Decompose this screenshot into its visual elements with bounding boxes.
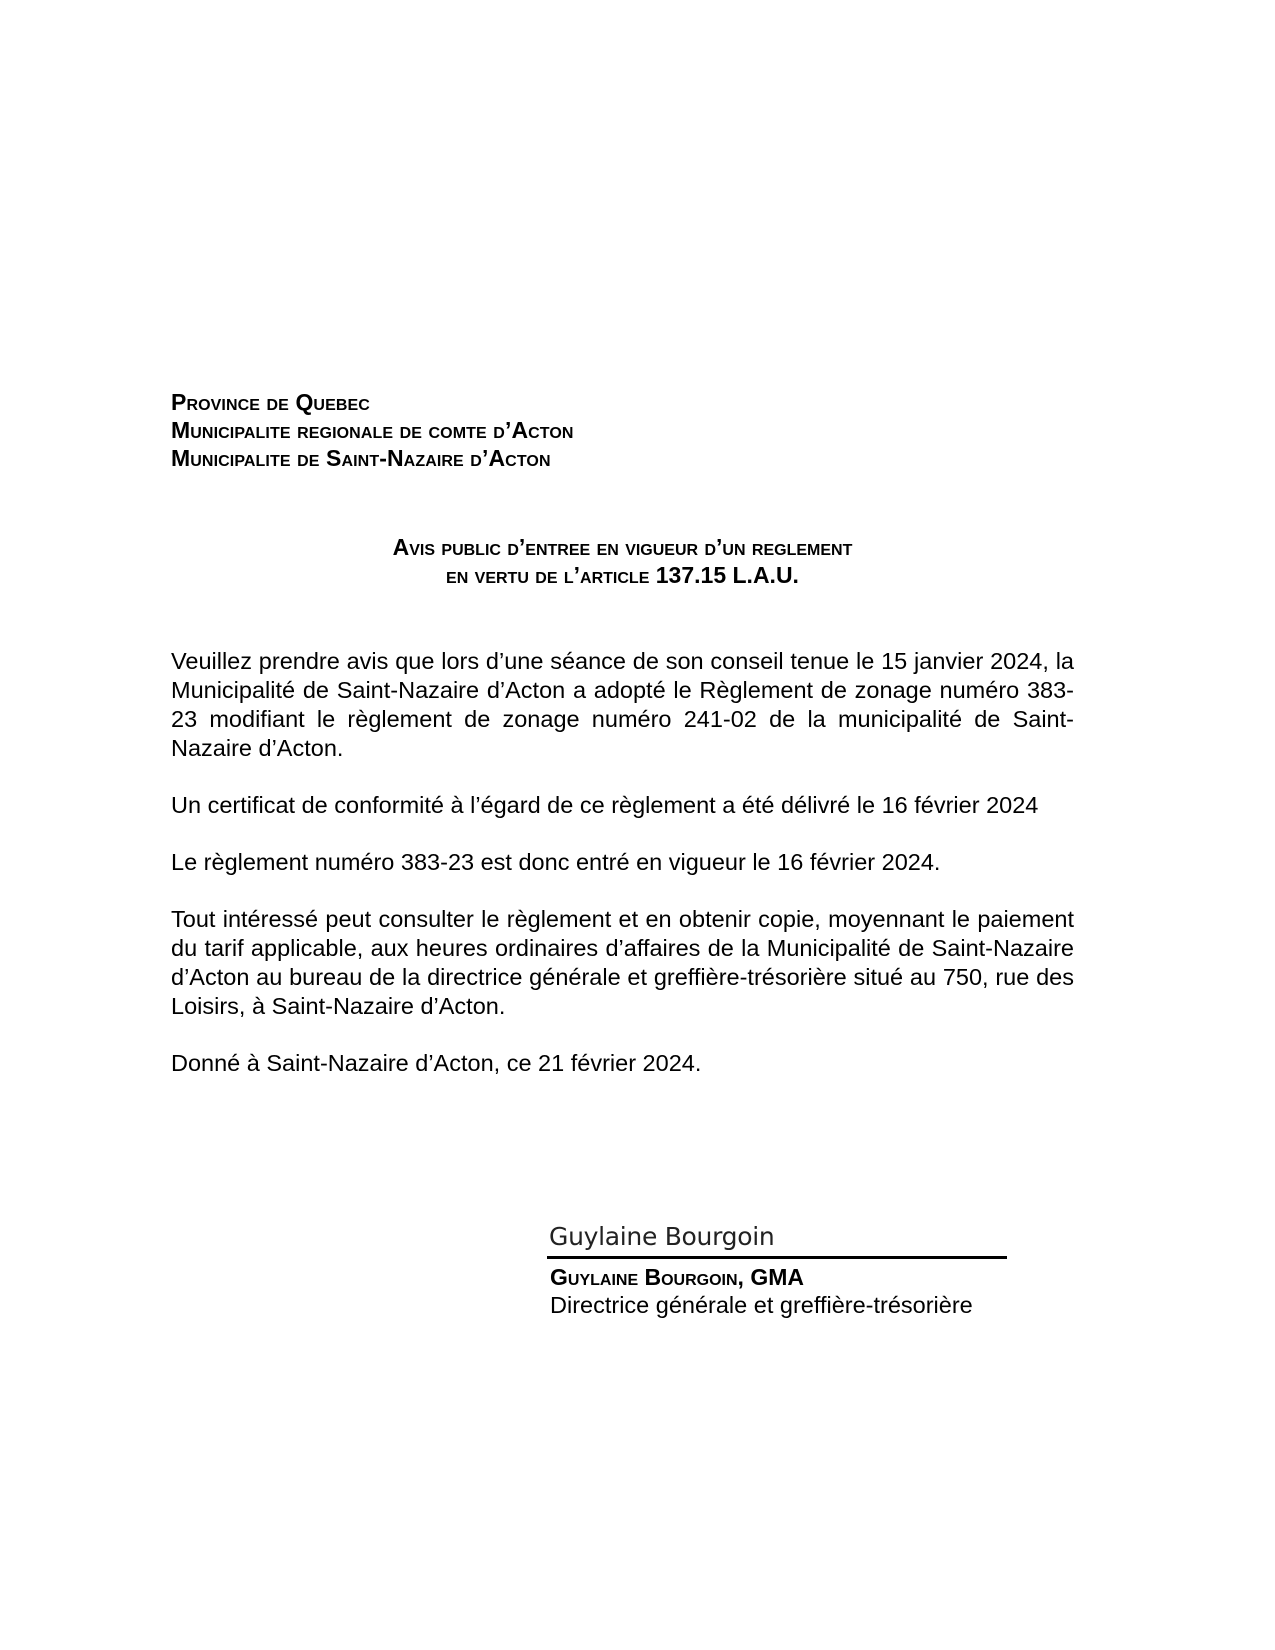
paragraph-in-force: Le règlement numéro 383-23 est donc entré en vigueur le 16 février 2024. bbox=[171, 849, 941, 875]
paragraph-given-at: Donné à Saint-Nazaire d’Acton, ce 21 février 2024. bbox=[171, 1050, 702, 1076]
notice-title-line-1: Avis public d’entree en vigueur d’un reglement bbox=[392, 534, 853, 560]
notice-body bbox=[171, 647, 1074, 1106]
paragraph-consultation: Tout intéressé peut consulter le règlement et en obtenir copie, moyennant le paiement du tarif applicable, aux heures ordinaires d’affaires de la Municipalité de Saint-Nazaire d’Acton au bureau de la directrice générale et greffière-trésorière situé au 750, rue des Loisirs, à Saint-Nazaire d’Acton. bbox=[171, 906, 1074, 1019]
notice-title-line-2: en vertu de l’article 137.15 L.A.U. bbox=[446, 562, 799, 588]
signatory-name: Guylaine Bourgoin, GMA bbox=[550, 1264, 805, 1290]
header-province: Province de Quebec bbox=[171, 389, 370, 415]
header-municipality: Municipalite de Saint-Nazaire d’Acton bbox=[171, 445, 551, 471]
paragraph-certificate: Un certificat de conformité à l’égard de ce règlement a été délivré le 16 février 2024 bbox=[171, 792, 1039, 818]
signature-block bbox=[547, 1222, 1007, 1320]
header-mrc: Municipalite regionale de comte d’Acton bbox=[171, 417, 574, 443]
signatory-role: Directrice générale et greffière-trésorière bbox=[550, 1292, 973, 1318]
notice-title bbox=[171, 533, 1074, 589]
paragraph-adoption: Veuillez prendre avis que lors d’une séance de son conseil tenue le 15 janvier 2024, la Municipalité de Saint-Nazaire d’Acton a adopté le Règlement de zonage numéro 383-23 modifiant le règlement de zonage numéro 241-02 de la municipalité de Saint-Nazaire d’Acton. bbox=[171, 648, 1074, 761]
signature-line bbox=[547, 1256, 1007, 1259]
handwritten-signature: Guylaine Bourgoin bbox=[549, 1222, 775, 1251]
document-header bbox=[171, 388, 1071, 472]
